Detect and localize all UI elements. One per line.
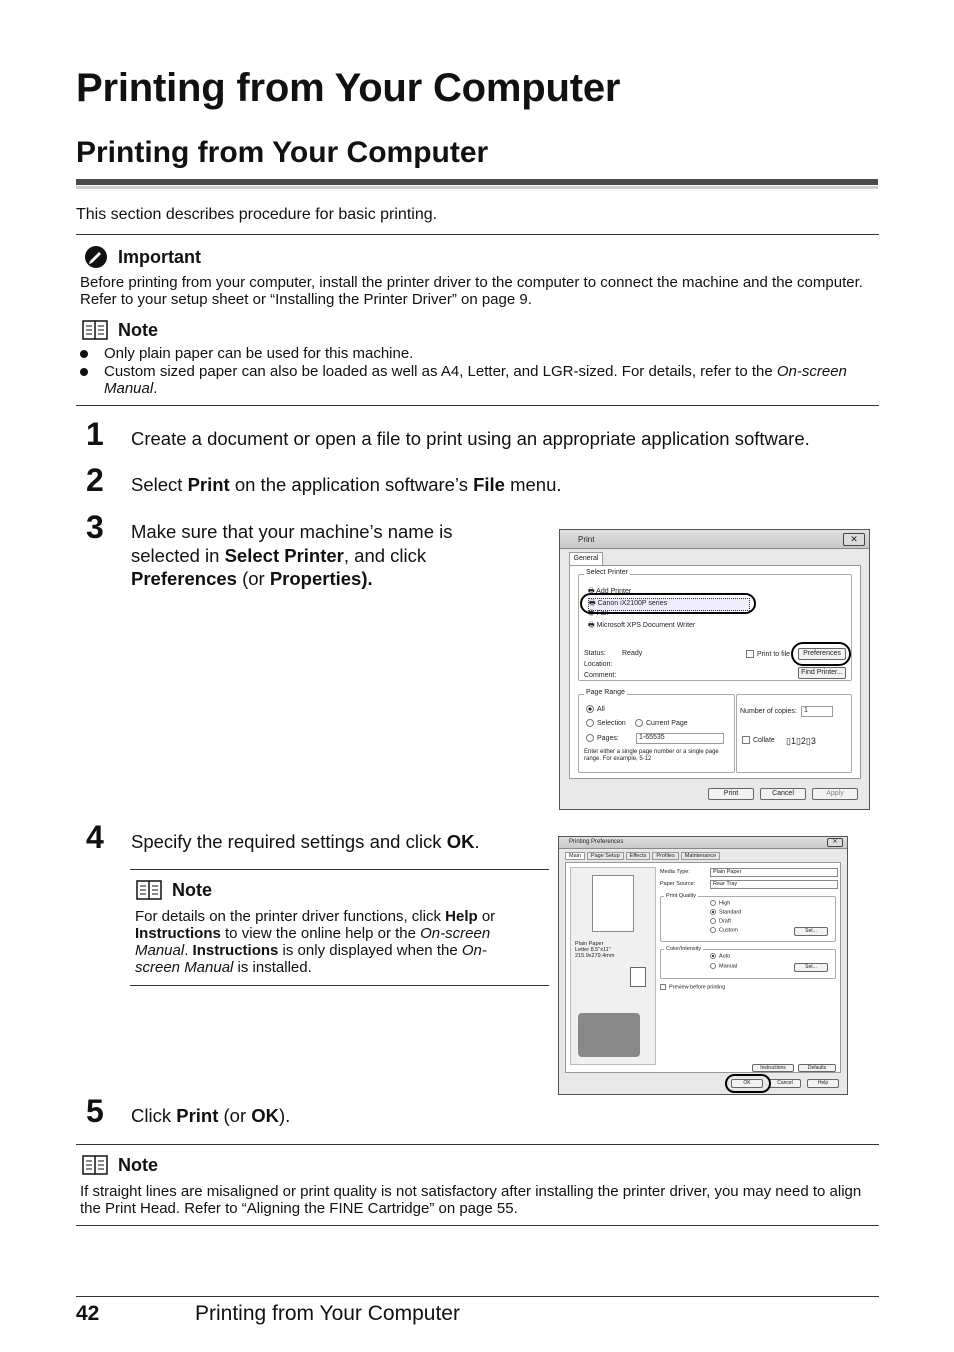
step-number: 2 <box>86 462 104 498</box>
section-rule <box>76 179 878 185</box>
printer-item-selected: 🖶 Canon iX2100P series <box>588 598 750 611</box>
note-icon <box>136 879 162 901</box>
tab-main: Main <box>565 852 585 860</box>
step-text: Click Print (or OK). <box>131 1105 291 1126</box>
collate-illustration: ▯1▯2▯3 <box>786 736 816 746</box>
print-to-file-checkbox: Print to file <box>746 650 790 658</box>
footer-rule <box>76 1296 879 1297</box>
printer-item: 🖶 Microsoft XPS Document Writer <box>588 622 696 629</box>
find-printer-button: Find Printer... <box>798 667 846 679</box>
list-item <box>80 345 880 363</box>
radio-manual: Manual <box>710 963 737 969</box>
tab-maintenance: Maintenance <box>681 852 721 860</box>
list-item <box>80 363 880 399</box>
print-button: Print <box>708 788 754 800</box>
dialog-panel <box>565 862 841 1073</box>
defaults-button: Defaults <box>798 1064 836 1072</box>
preferences-button: Preferences <box>798 648 846 660</box>
note-heading <box>82 319 158 341</box>
color-intensity-legend: Color/Intensity <box>666 946 702 952</box>
divider <box>130 869 549 870</box>
radio-selection: Selection <box>586 719 626 727</box>
highlight-oval <box>580 593 756 614</box>
ok-button: OK <box>731 1079 763 1088</box>
radio-draft: Draft <box>710 918 731 924</box>
preview-checkbox: Preview before printing <box>660 984 725 990</box>
preferences-dialog-screenshot <box>558 836 848 1095</box>
paper-icon <box>630 967 646 987</box>
close-icon: ✕ <box>843 533 865 546</box>
step-number: 1 <box>86 416 104 452</box>
step-text: Create a document or open a file to print using an appropriate application software. <box>131 428 810 449</box>
important-heading <box>84 245 201 269</box>
media-type-label: Media Type: <box>660 869 690 875</box>
section-title: Printing from Your Computer <box>76 136 489 169</box>
note-label: Note <box>118 1154 158 1175</box>
intro-text: This section describes procedure for basic printing. <box>76 206 438 223</box>
tab-page-setup: Page Setup <box>587 852 624 860</box>
radio-current-page: Current Page <box>635 719 688 727</box>
note-label: Note <box>172 879 212 900</box>
printer-item: 🖶 Add Printer <box>588 588 632 595</box>
copies-label: Number of copies: <box>740 708 797 715</box>
list-item-text: Only plain paper can be used for this machine. <box>104 345 414 362</box>
note-text: For details on the printer driver functions, click Help or Instructions to view the online help or the On-screen Manual. Instructions is only displayed when the On- screen Manual is installed. <box>135 908 496 976</box>
print-dialog-screenshot <box>559 529 870 810</box>
printer-illustration <box>578 1013 640 1057</box>
status-label: Status: <box>584 650 606 657</box>
radio-pages: Pages: <box>586 734 619 742</box>
tab-bar <box>565 852 720 860</box>
note-text: If straight lines are misaligned or print quality is not satisfactory after installing the printer driver, you may need to align the Print Head. Refer to “Aligning the FINE Cartridge” on page 55. <box>80 1183 862 1217</box>
select-printer-legend: Select Printer <box>586 569 629 576</box>
media-type-select: Plain Paper <box>710 868 838 877</box>
highlight-oval <box>725 1074 771 1093</box>
radio-all: All <box>586 705 605 713</box>
note-icon <box>82 1154 108 1176</box>
step-number: 3 <box>86 509 104 545</box>
divider <box>76 1144 879 1145</box>
color-set-button: Set... <box>794 963 828 972</box>
print-quality-legend: Print Quality <box>666 893 696 899</box>
printer-item: 🖶 Fax <box>588 610 609 617</box>
comment-label: Comment: <box>584 672 617 679</box>
section-rule-shadow <box>76 186 878 189</box>
important-label: Important <box>118 246 201 267</box>
close-icon: ✕ <box>827 838 843 847</box>
pages-input: 1-65535 <box>636 733 724 744</box>
paper-source-select: Rear Tray <box>710 880 838 889</box>
radio-standard: Standard <box>710 909 741 915</box>
radio-high: High <box>710 900 730 906</box>
page-title: Printing from Your Computer <box>76 66 621 110</box>
paper-source-label: Paper Source: <box>660 881 696 887</box>
highlight-oval <box>791 642 851 666</box>
bullet-icon <box>80 368 88 376</box>
divider <box>130 985 549 986</box>
status-value: Ready <box>622 650 643 657</box>
step-text: Make sure that your machine’s name is selected in Select Printer, and click Preferences (or Properties). <box>131 521 453 589</box>
note-heading <box>82 1154 158 1176</box>
instructions-button: Instructions <box>752 1064 794 1072</box>
divider <box>76 405 879 406</box>
list-item-text: Custom sized paper can also be loaded as well as A4, Letter, and LGR-sized. For details, refer to the On-screen Manual. <box>104 363 847 397</box>
tab-effects: Effects <box>626 852 651 860</box>
location-label: Location: <box>584 661 613 668</box>
radio-auto: Auto <box>710 953 730 959</box>
page-number: 42 <box>76 1302 100 1325</box>
footer-title: Printing from Your Computer <box>195 1302 460 1325</box>
step-number: 5 <box>86 1093 104 1129</box>
divider <box>76 234 879 235</box>
paper-info: Plain Paper Letter 8.5"x11" 215.9x279.4mm <box>575 941 615 959</box>
note-icon <box>82 319 108 341</box>
quality-set-button: Set... <box>794 927 828 936</box>
important-text: Before printing from your computer, install the printer driver to the computer to connect the machine and the computer. Refer to your setup sheet or “Installing the Printer Driver” on page 9. <box>80 274 863 308</box>
apply-button: Apply <box>812 788 858 800</box>
help-button: Help <box>807 1079 839 1088</box>
step-text: Select Print on the application software’s File menu. <box>131 474 562 495</box>
important-icon <box>84 245 108 269</box>
page-range-legend: Page Range <box>586 689 625 696</box>
cancel-button: Cancel <box>769 1079 801 1088</box>
step-text: Specify the required settings and click OK. <box>131 831 480 852</box>
collate-checkbox: Collate <box>742 736 775 744</box>
dialog-title: Print <box>578 535 595 544</box>
page-range-hint: Enter either a single page number or a single page range. For example, 5-12 <box>584 749 719 762</box>
note-label: Note <box>118 319 158 340</box>
copies-input: 1 <box>801 706 833 717</box>
divider <box>76 1225 879 1226</box>
paper-preview <box>592 875 634 932</box>
radio-custom: Custom <box>710 927 738 933</box>
dialog-title: Printing Preferences <box>569 839 624 845</box>
tab-profiles: Profiles <box>652 852 678 860</box>
step-number: 4 <box>86 819 104 855</box>
bullet-icon <box>80 350 88 358</box>
tab-general: General <box>569 552 603 565</box>
note-heading <box>136 879 212 901</box>
cancel-button: Cancel <box>760 788 806 800</box>
